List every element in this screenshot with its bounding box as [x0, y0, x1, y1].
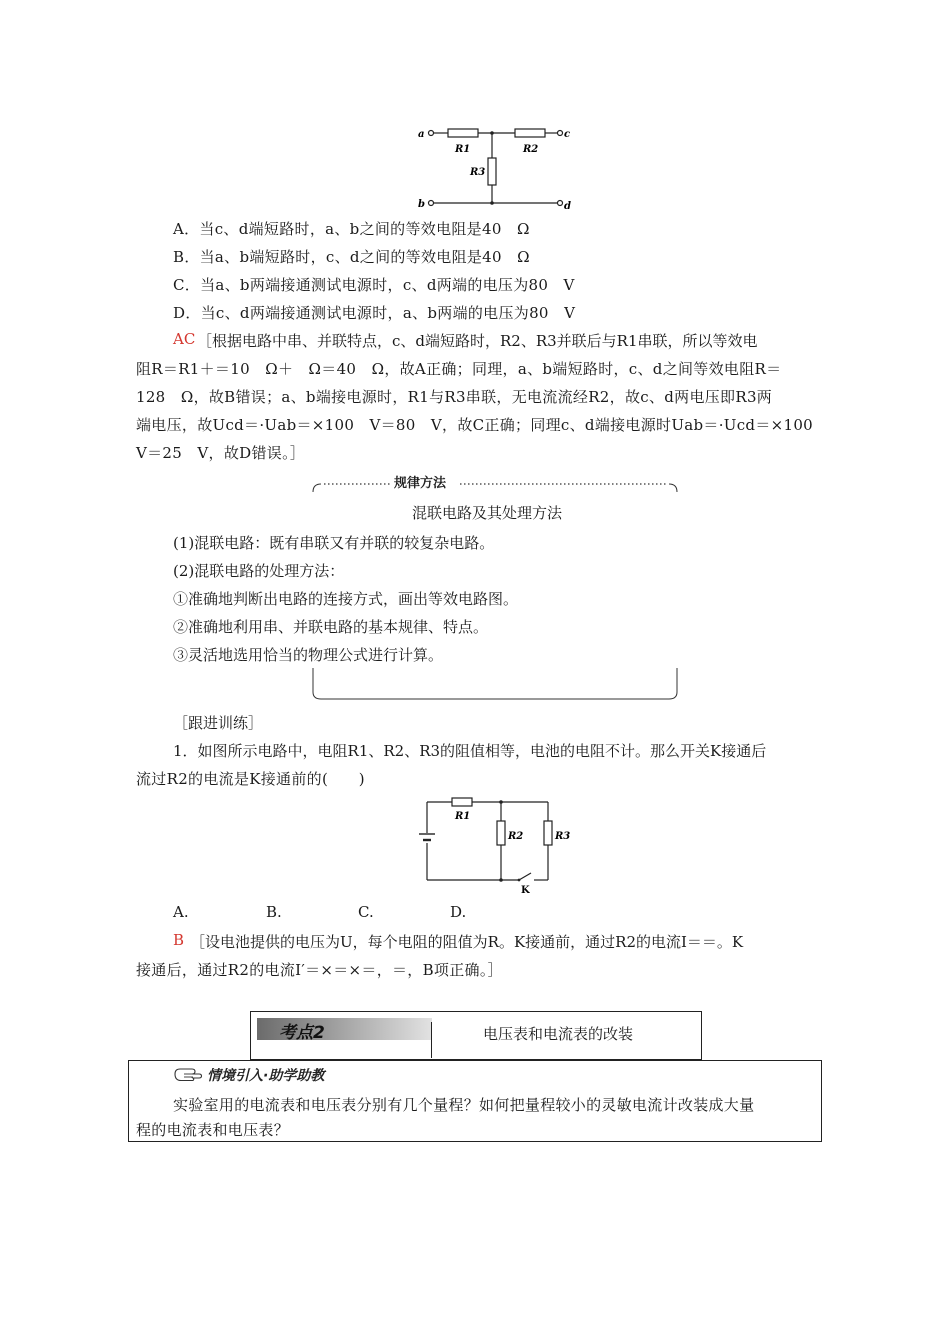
section-header [250, 1011, 702, 1060]
label-r2: R2 [523, 144, 539, 155]
situation-line-1: 实验室用的电流表和电压表分别有几个量程？如何把量程较小的灵敏电流计改装成大量 [173, 1096, 755, 1114]
label-r3: R3 [470, 167, 486, 178]
label-c: c [564, 129, 571, 140]
explanation-line-5: V＝25 V，故D错误。］ [136, 444, 306, 462]
practice-label-k: K [521, 885, 530, 896]
explanation-line-3: 128 Ω，故B错误；a、b端接电源时，R1与R3串联，无电流流经R2，故c、d两电压即R3两 [136, 388, 773, 406]
section-divider [431, 1022, 432, 1058]
label-r1: R1 [455, 144, 471, 155]
practice-answer: B [173, 931, 185, 949]
section-title: 电压表和电流表的改装 [483, 1025, 634, 1043]
rule-item-1: (1)混联电路：既有串联又有并联的较复杂电路。 [173, 534, 495, 552]
explanation-line-4: 端电压，故Ucd＝·Uab＝×100 V＝80 V，故C正确；同理c、d端接电源时Uab＝·Ucd＝×100 [136, 416, 814, 434]
practice-option-b: B. [266, 903, 282, 921]
practice-label-r3: R3 [555, 831, 571, 842]
practice-label-r2: R2 [508, 831, 524, 842]
practice-question-line-1: 1．如图所示电路中，电阻R1、R2、R3的阻值相等，电池的电阻不计。那么开关K接通后 [173, 742, 767, 760]
practice-explanation-line-2: 接通后，通过R2的电流I′＝×＝×＝，＝，B项正确。］ [136, 961, 503, 979]
practice-option-c: C. [358, 903, 374, 921]
situation-box [128, 1060, 822, 1142]
explanation-line-1: ［根据电路中串、并联特点，c、d端短路时，R2、R3并联后与R1串联，所以等效电 [197, 332, 758, 350]
label-d: d [564, 201, 571, 212]
practice-question-line-2: 流过R2的电流是K接通前的( ) [136, 770, 365, 788]
situation-header: 情境引入·助学助教 [207, 1068, 325, 1084]
practice-label-r1: R1 [455, 811, 471, 822]
t-network-circuit [410, 120, 580, 215]
practice-explanation-line-1: ［设电池提供的电压为U，每个电阻的阻值为R。K接通前，通过R2的电流I＝＝。K [190, 933, 744, 951]
option-a: A．当c、d端短路时，a、b之间的等效电阻是40 Ω [173, 220, 530, 238]
answer-top: AC [173, 330, 196, 348]
label-a: a [418, 129, 425, 140]
explanation-line-2: 阻R＝R1＋＝10 Ω＋ Ω＝40 Ω，故A正确；同理，a、b端短路时，c、d之间等效电阻R＝ [136, 360, 782, 378]
practice-circuit [415, 793, 590, 898]
practice-option-a: A. [173, 903, 189, 921]
rule-title: 混联电路及其处理方法 [412, 504, 563, 522]
practice-heading: ［跟进训练］ [173, 714, 264, 732]
rule-item-2: (2)混联电路的处理方法： [173, 562, 345, 580]
rule-item-4: ②准确地利用串、并联电路的基本规律、特点。 [173, 618, 489, 636]
rule-item-5: ③灵活地选用恰当的物理公式进行计算。 [173, 646, 444, 664]
option-c: C．当a、b两端接通测试电源时，c、d两端的电压为80 V [173, 276, 575, 294]
rule-badge: 规律方法 [394, 476, 447, 491]
rule-item-3: ①准确地判断出电路的连接方式，画出等效电路图。 [173, 590, 519, 608]
section-badge: 考点2 [279, 1023, 325, 1043]
option-d: D．当c、d两端接通测试电源时，a、b两端的电压为80 V [173, 304, 576, 322]
section-badge-bg [257, 1018, 432, 1043]
label-b: b [418, 199, 425, 210]
hand-pointer-icon [173, 1066, 203, 1082]
situation-line-2: 程的电流表和电压表？ [136, 1121, 290, 1139]
practice-option-d: D. [450, 903, 467, 921]
option-b: B．当a、b端短路时，c、d之间的等效电阻是40 Ω [173, 248, 530, 266]
